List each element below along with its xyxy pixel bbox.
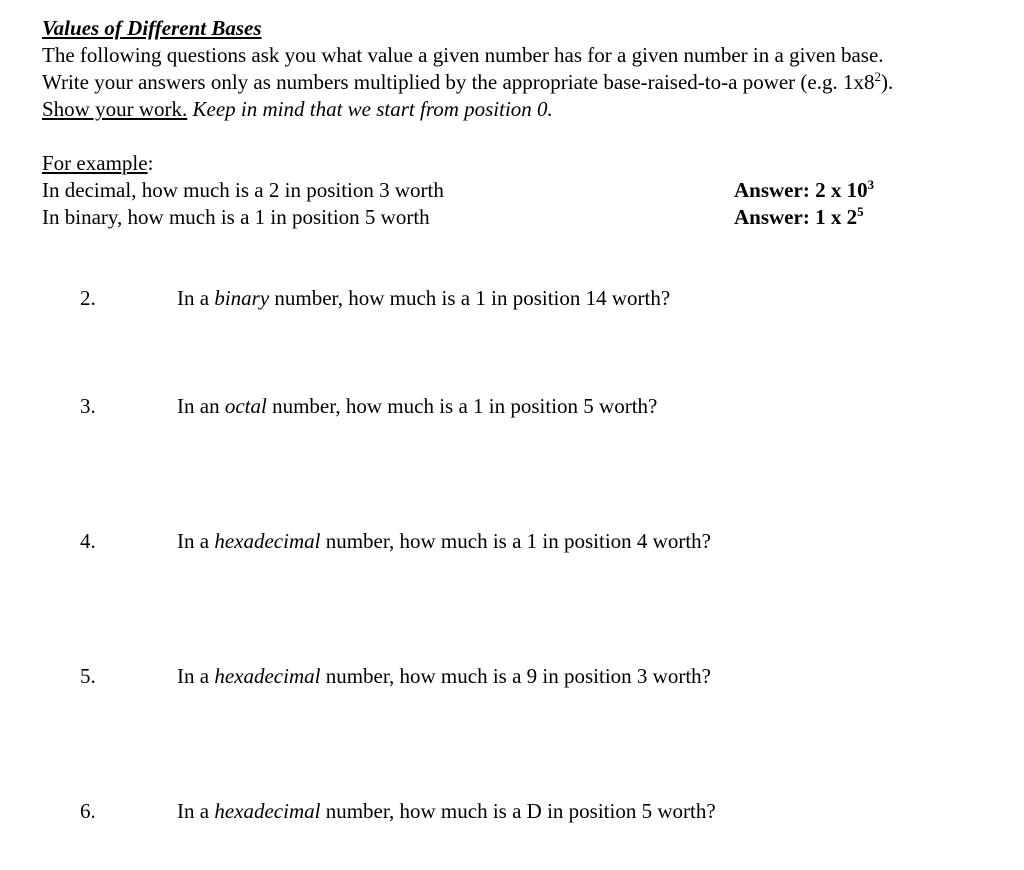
question-2-pre: In a [177, 286, 215, 310]
question-2-number: 2. [80, 286, 96, 310]
question-5-number: 5. [80, 664, 96, 688]
question-4-text [177, 528, 711, 554]
question-5-pre: In a [177, 664, 215, 688]
question-6-text [177, 798, 716, 824]
intro-line-1: The following questions ask you what value a given number has for a given number in a given base. [42, 43, 884, 67]
example-heading-colon: : [147, 151, 154, 175]
intro-line-2 [42, 69, 893, 95]
intro-line-3 [42, 96, 553, 122]
question-2-base: binary [214, 286, 270, 310]
question-3-post: number, how much is a 1 in position 5 worth? [266, 394, 658, 418]
question-4-post: number, how much is a 1 in position 4 worth? [320, 529, 711, 553]
question-3-number: 3. [80, 394, 96, 418]
worksheet-title: Values of Different Bases [42, 16, 262, 40]
question-4-pre: In a [177, 529, 215, 553]
question-3-text [177, 393, 657, 419]
position-zero-note: Keep in mind that we start from position 0. [192, 97, 553, 121]
show-work-instruction: Show your work. [42, 97, 188, 121]
question-2-text [177, 285, 670, 311]
question-2-post: number, how much is a 1 in position 14 worth? [269, 286, 671, 310]
intro-line-2-text: Write your answers only as numbers multiplied by the appropriate base-raised-to-a power (e.g. 1x8 [42, 70, 875, 94]
example-answer-2-base: Answer: 1 x 2 [734, 205, 858, 229]
example-answer-2-exponent: 5 [857, 204, 864, 219]
example-answer-2 [734, 204, 864, 230]
question-5-base: hexadecimal [214, 664, 321, 688]
question-6-number: 6. [80, 799, 96, 823]
intro-line-2-exponent: 2 [874, 69, 881, 84]
example-answer-1-base: Answer: 2 x 10 [734, 178, 868, 202]
question-5-post: number, how much is a 9 in position 3 worth? [320, 664, 711, 688]
question-6-post: number, how much is a D in position 5 worth? [320, 799, 716, 823]
question-6-base: hexadecimal [214, 799, 321, 823]
example-answer-1-exponent: 3 [867, 177, 875, 192]
question-6-pre: In a [177, 799, 215, 823]
question-3-pre: In an [177, 394, 225, 418]
example-heading [42, 150, 153, 176]
question-5-text [177, 663, 711, 689]
question-3-base: octal [224, 394, 267, 418]
example-question-2: In binary, how much is a 1 in position 5 worth [42, 205, 430, 229]
example-answer-1 [734, 177, 874, 203]
question-4-base: hexadecimal [214, 529, 321, 553]
example-heading-text: For example [42, 151, 148, 175]
example-question-1: In decimal, how much is a 2 in position 3 worth [42, 178, 444, 202]
intro-line-2-end: ). [880, 70, 894, 94]
question-4-number: 4. [80, 529, 96, 553]
